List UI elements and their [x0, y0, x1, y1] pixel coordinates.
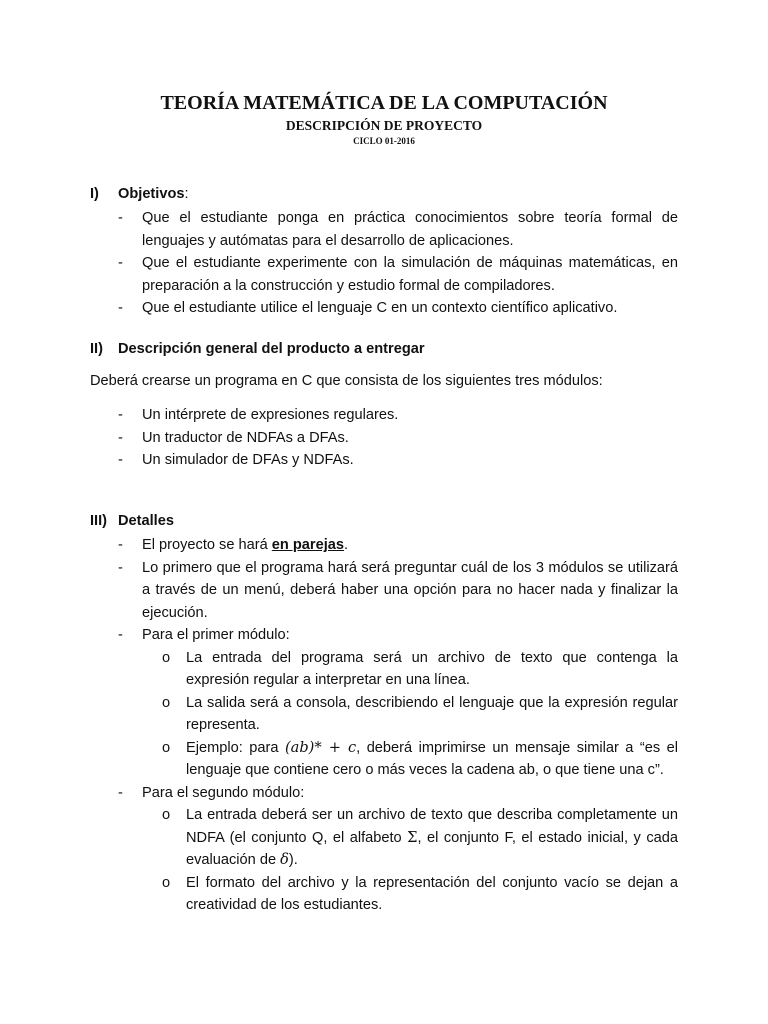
bullet-o: o: [162, 739, 171, 756]
item-text: Ejemplo: para: [186, 739, 285, 756]
module1-label: Para el primer módulo:: [142, 627, 290, 643]
bullet-o: o: [162, 649, 171, 666]
item-text: El proyecto se hará: [142, 537, 272, 553]
list-item: - Que el estudiante experimente con la simulación de máquinas matemáticas, en preparación a la construcción y estudio formal de compiladores.: [118, 252, 678, 297]
item-text: La salida será a consola, describiendo el lenguaje que la expresión regular representa.: [186, 694, 678, 733]
item-text: ).: [288, 852, 298, 868]
list-item: - Que el estudiante utilice el lenguaje C en un contexto científico aplicativo.: [118, 297, 678, 320]
module2-label: Para el segundo módulo:: [142, 784, 305, 801]
item-text: , el conjunto F, el estado inicial, y cada evaluación de: [186, 829, 678, 868]
objectives-list: [118, 207, 678, 320]
section-details-heading: [90, 513, 174, 529]
sub-list-item: [142, 872, 678, 917]
section-title: Descripción general del producto a entregar: [118, 341, 425, 357]
math-delta: δ: [280, 851, 289, 868]
list-item: [118, 624, 678, 782]
item-text: El formato del archivo y la representación del conjunto vacío se dejan a creatividad de los estudiantes.: [186, 874, 678, 913]
document-title: TEORÍA MATEMÁTICA DE LA COMPUTACIÓN: [160, 92, 608, 114]
module1-sublist: [142, 647, 678, 782]
section-number: II): [90, 341, 103, 357]
bullet-o: o: [162, 694, 171, 711]
document-subtitle: DESCRIPCIÓN DE PROYECTO: [285, 118, 483, 133]
sub-list-item: [142, 692, 678, 737]
section-number: I): [90, 186, 99, 202]
sub-list-item: [142, 737, 678, 782]
section-intro-paragraph: Deberá crearse un programa en C que consista de los siguientes tres módulos:: [90, 373, 603, 389]
item-text: .: [344, 537, 349, 553]
section-objectives-heading: [90, 186, 189, 202]
list-item: - Un traductor de NDFAs a DFAs.: [118, 427, 678, 450]
section-title: Objetivos: [118, 186, 185, 202]
list-item: - Un intérprete de expresiones regulares.: [118, 404, 678, 427]
list-item: [118, 782, 678, 917]
item-text: , deberá imprimirse un mensaje similar a “es el lenguaje que contiene cero o más veces la cadena ab, o que tiene una c”.: [186, 739, 678, 778]
math-sigma: Σ: [407, 828, 418, 846]
section-title: Detalles: [118, 513, 174, 529]
math-expression: (ab)* + c: [284, 738, 357, 756]
list-item: [118, 534, 678, 557]
emphasis-text: en parejas: [271, 537, 344, 553]
details-list: [118, 534, 678, 917]
bullet-o: o: [162, 874, 171, 891]
list-item: - Lo primero que el programa hará será preguntar cuál de los 3 módulos se utilizará a través de un menú, deberá haber una opción para no hacer nada y finalizar la ejecución.: [118, 557, 678, 625]
document-cycle: CICLO 01-2016: [353, 136, 415, 146]
item-text: La entrada deberá ser un archivo de texto que describa completamente un NDFA (el conjunto Q, el alfabeto: [186, 807, 678, 846]
module2-sublist: [142, 804, 678, 917]
section-number: III): [90, 513, 108, 529]
modules-list: [118, 404, 678, 472]
sub-list-item: [142, 804, 678, 872]
bullet-o: o: [162, 807, 171, 823]
section-description-heading: [90, 341, 425, 357]
list-item: - Un simulador de DFAs y NDFAs.: [118, 449, 678, 472]
list-item: - Que el estudiante ponga en práctica conocimientos sobre teoría formal de lenguajes y autómatas para el desarrollo de aplicaciones.: [118, 207, 678, 252]
item-text: La entrada del programa será un archivo de texto que contenga la expresión regular a interpretar en una línea.: [186, 649, 678, 688]
section-title-colon: :: [184, 186, 189, 202]
sub-list-item: [142, 647, 678, 692]
